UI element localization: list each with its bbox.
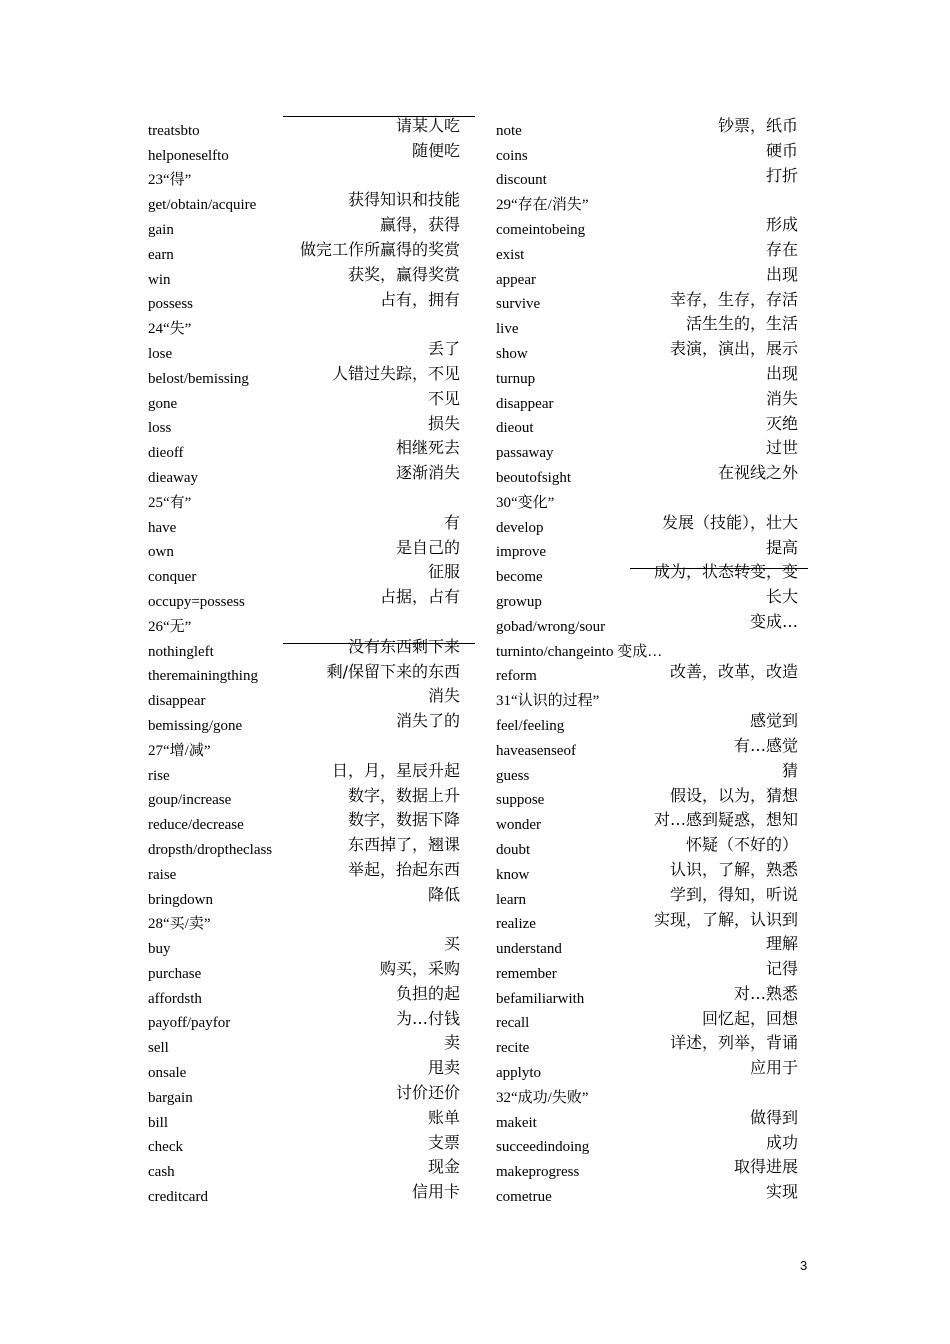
vocab-entry bbox=[148, 115, 468, 140]
chinese-meaning: 购买，采购 bbox=[379, 959, 460, 979]
english-term: earn bbox=[148, 246, 174, 263]
vocab-entry bbox=[148, 189, 468, 214]
chinese-meaning: 幸存，生存，存活 bbox=[669, 289, 798, 309]
chinese-meaning: 不见 bbox=[427, 388, 460, 408]
vocab-entry bbox=[148, 884, 468, 909]
english-term: dieout bbox=[496, 420, 534, 437]
vocab-entry bbox=[148, 512, 468, 537]
chinese-meaning: 账单 bbox=[427, 1107, 460, 1127]
english-term: raise bbox=[148, 866, 177, 883]
section-title: 24“失” bbox=[148, 321, 192, 338]
vocab-column-left bbox=[148, 115, 468, 1206]
chinese-meaning: 成功 bbox=[765, 1132, 798, 1152]
english-term: loss bbox=[148, 420, 172, 437]
english-term: reform bbox=[496, 668, 537, 685]
chinese-meaning: 东西掉了，翘课 bbox=[347, 835, 460, 855]
section-title: turninto/changeinto 变成… bbox=[496, 643, 663, 660]
english-term: reduce/decrease bbox=[148, 817, 244, 834]
chinese-meaning: 感觉到 bbox=[749, 711, 798, 731]
vocab-entry bbox=[496, 760, 806, 785]
vocab-entry bbox=[496, 512, 806, 537]
chinese-meaning: 实现，了解，认识到 bbox=[653, 909, 798, 929]
chinese-meaning: 有…感觉 bbox=[733, 735, 798, 755]
english-term: exist bbox=[496, 246, 525, 263]
vocab-entry bbox=[148, 809, 468, 834]
vocab-entry bbox=[148, 437, 468, 462]
english-term: cometrue bbox=[496, 1189, 552, 1206]
chinese-meaning: 获得知识和技能 bbox=[347, 190, 460, 210]
chinese-meaning: 钞票，纸币 bbox=[717, 116, 798, 135]
english-term: coins bbox=[496, 147, 528, 164]
vocab-entry bbox=[148, 859, 468, 884]
chinese-meaning: 过世 bbox=[765, 438, 798, 458]
chinese-meaning: 举起，抬起东西 bbox=[347, 859, 460, 879]
vocab-entry bbox=[148, 214, 468, 239]
vocab-entry bbox=[496, 611, 806, 636]
vocab-entry bbox=[148, 537, 468, 562]
section-heading bbox=[496, 636, 806, 661]
english-term: remember bbox=[496, 965, 557, 982]
chinese-meaning: 人错过失踪，不见 bbox=[331, 363, 460, 383]
english-term: sell bbox=[148, 1040, 169, 1057]
page-number: 3 bbox=[800, 1258, 808, 1273]
vocab-entry bbox=[496, 239, 806, 264]
section-heading bbox=[148, 735, 468, 760]
chinese-meaning: 征服 bbox=[427, 562, 460, 582]
chinese-meaning: 取得进展 bbox=[733, 1157, 798, 1177]
chinese-meaning: 形成 bbox=[765, 215, 798, 235]
section-title: 23“得” bbox=[148, 172, 192, 189]
vocab-column-right bbox=[496, 115, 806, 1206]
vocab-entry bbox=[496, 933, 806, 958]
vocab-entry bbox=[148, 1008, 468, 1033]
chinese-meaning: 详述，列举，背诵 bbox=[669, 1033, 798, 1053]
section-title: 30“变化” bbox=[496, 494, 555, 511]
english-term: buy bbox=[148, 941, 171, 958]
section-title: 26“无” bbox=[148, 618, 192, 635]
english-term: haveasenseof bbox=[496, 742, 576, 759]
vocab-entry bbox=[148, 561, 468, 586]
english-term: gone bbox=[148, 395, 178, 412]
english-term: makeit bbox=[496, 1114, 537, 1131]
vocab-entry bbox=[496, 661, 806, 686]
vocab-entry bbox=[496, 388, 806, 413]
english-term: bill bbox=[148, 1114, 169, 1131]
section-title: 27“增/减” bbox=[148, 742, 211, 759]
section-title: 31“认识的过程” bbox=[496, 693, 600, 710]
chinese-meaning: 出现 bbox=[765, 264, 798, 284]
english-term: bargain bbox=[148, 1089, 193, 1106]
section-heading bbox=[496, 487, 806, 512]
chinese-meaning: 实现 bbox=[765, 1182, 798, 1202]
chinese-meaning: 对…熟悉 bbox=[733, 983, 798, 1003]
english-term: develop bbox=[496, 519, 544, 536]
section-heading bbox=[148, 487, 468, 512]
vocab-entry bbox=[148, 636, 468, 661]
chinese-meaning: 变成… bbox=[749, 611, 798, 631]
english-term: recall bbox=[496, 1015, 530, 1032]
vocab-entry bbox=[496, 537, 806, 562]
vocab-entry bbox=[148, 586, 468, 611]
vocab-entry bbox=[496, 313, 806, 338]
vocab-entry bbox=[148, 760, 468, 785]
english-term: bringdown bbox=[148, 891, 213, 908]
english-term: belost/bemissing bbox=[148, 370, 249, 387]
section-heading bbox=[496, 685, 806, 710]
vocab-entry bbox=[496, 1181, 806, 1206]
vocab-entry bbox=[148, 462, 468, 487]
english-term: nothingleft bbox=[148, 643, 214, 660]
vocab-entry bbox=[148, 958, 468, 983]
english-term: win bbox=[148, 271, 171, 288]
vocab-entry bbox=[148, 264, 468, 289]
vocab-entry bbox=[148, 140, 468, 165]
chinese-meaning: 对…感到疑惑，想知 bbox=[653, 810, 798, 830]
chinese-meaning: 提高 bbox=[765, 537, 798, 557]
english-term: own bbox=[148, 544, 174, 561]
chinese-meaning: 赢得，获得 bbox=[379, 215, 460, 235]
chinese-meaning: 讨价还价 bbox=[395, 1083, 460, 1103]
vocab-entry bbox=[148, 834, 468, 859]
english-term: occupy=possess bbox=[148, 593, 245, 610]
chinese-meaning: 存在 bbox=[765, 239, 798, 259]
chinese-meaning: 消失 bbox=[765, 388, 798, 408]
chinese-meaning: 回忆起，回想 bbox=[701, 1008, 798, 1028]
english-term: live bbox=[496, 321, 519, 338]
english-term: have bbox=[148, 519, 177, 536]
chinese-meaning: 降低 bbox=[427, 884, 460, 904]
english-term: conquer bbox=[148, 569, 197, 586]
chinese-meaning: 是自己的 bbox=[395, 537, 460, 557]
vocab-entry bbox=[496, 165, 806, 190]
vocab-entry bbox=[148, 338, 468, 363]
english-term: note bbox=[496, 122, 522, 139]
chinese-meaning: 请某人吃 bbox=[395, 116, 460, 135]
english-term: appear bbox=[496, 271, 536, 288]
chinese-meaning: 消失 bbox=[427, 686, 460, 706]
english-term: gain bbox=[148, 221, 174, 238]
english-term: dieoff bbox=[148, 445, 184, 462]
vocab-entry bbox=[496, 884, 806, 909]
section-heading bbox=[148, 611, 468, 636]
vocab-entry bbox=[496, 1032, 806, 1057]
english-term: affordsth bbox=[148, 990, 202, 1007]
english-term: dropsth/droptheclass bbox=[148, 841, 273, 858]
chinese-meaning: 信用卡 bbox=[411, 1182, 460, 1202]
vocab-entry bbox=[496, 289, 806, 314]
vocab-entry bbox=[148, 685, 468, 710]
english-term: applyto bbox=[496, 1065, 541, 1082]
vocab-entry bbox=[496, 586, 806, 611]
vocab-entry bbox=[496, 462, 806, 487]
vocab-entry bbox=[148, 1032, 468, 1057]
vocab-entry bbox=[496, 561, 806, 586]
english-term: check bbox=[148, 1139, 183, 1156]
vocab-entry bbox=[496, 1008, 806, 1033]
vocab-entry bbox=[148, 983, 468, 1008]
english-term: cash bbox=[148, 1164, 175, 1181]
chinese-meaning: 猜 bbox=[781, 760, 798, 780]
section-title: 28“买/卖” bbox=[148, 916, 211, 933]
vocab-entry bbox=[148, 388, 468, 413]
vocab-entry bbox=[148, 1057, 468, 1082]
section-heading bbox=[148, 165, 468, 190]
english-term: know bbox=[496, 866, 530, 883]
english-term: creditcard bbox=[148, 1189, 208, 1206]
chinese-meaning: 占据，占有 bbox=[379, 587, 460, 607]
english-term: disappear bbox=[496, 395, 554, 412]
chinese-meaning: 记得 bbox=[765, 959, 798, 979]
vocab-entry bbox=[148, 933, 468, 958]
english-term: get/obtain/acquire bbox=[148, 197, 257, 214]
vocab-entry bbox=[496, 710, 806, 735]
vocab-entry bbox=[496, 140, 806, 165]
chinese-meaning: 丢了 bbox=[427, 339, 460, 359]
chinese-meaning: 甩卖 bbox=[427, 1058, 460, 1078]
english-term: understand bbox=[496, 941, 562, 958]
vocab-entry bbox=[148, 1082, 468, 1107]
chinese-meaning: 活生生的，生活 bbox=[685, 314, 798, 334]
english-term: guess bbox=[496, 767, 530, 784]
vocab-entry bbox=[496, 214, 806, 239]
vocab-entry bbox=[496, 958, 806, 983]
vocab-entry bbox=[148, 363, 468, 388]
vocab-entry bbox=[148, 413, 468, 438]
vocab-entry bbox=[496, 834, 806, 859]
chinese-meaning: 日，月，星辰升起 bbox=[331, 760, 460, 780]
english-term: comeintobeing bbox=[496, 221, 586, 238]
chinese-meaning: 在视线之外 bbox=[717, 463, 798, 483]
english-term: payoff/payfor bbox=[148, 1015, 231, 1032]
vocab-entry bbox=[496, 1107, 806, 1132]
section-title: 25“有” bbox=[148, 494, 192, 511]
chinese-meaning: 怀疑（不好的） bbox=[685, 835, 798, 855]
chinese-meaning: 损失 bbox=[427, 413, 460, 433]
chinese-meaning: 卖 bbox=[443, 1033, 460, 1053]
chinese-meaning: 逐渐消失 bbox=[395, 463, 460, 483]
english-term: feel/feeling bbox=[496, 717, 565, 734]
english-term: gobad/wrong/sour bbox=[496, 618, 606, 635]
chinese-meaning: 做完工作所赢得的奖赏 bbox=[299, 239, 460, 259]
english-term: suppose bbox=[496, 792, 545, 809]
vocab-entry bbox=[496, 983, 806, 1008]
english-term: befamiliarwith bbox=[496, 990, 585, 1007]
english-term: wonder bbox=[496, 817, 541, 834]
english-term: onsale bbox=[148, 1065, 187, 1082]
section-heading bbox=[148, 313, 468, 338]
chinese-meaning: 负担的起 bbox=[395, 983, 460, 1003]
chinese-meaning: 假设，以为，猜想 bbox=[669, 785, 798, 805]
english-term: survive bbox=[496, 296, 541, 313]
chinese-meaning: 长大 bbox=[765, 587, 798, 607]
vocab-entry bbox=[496, 735, 806, 760]
vocab-entry bbox=[148, 1132, 468, 1157]
vocab-entry bbox=[496, 1132, 806, 1157]
vocab-entry bbox=[148, 289, 468, 314]
chinese-meaning: 出现 bbox=[765, 363, 798, 383]
chinese-meaning: 应用于 bbox=[749, 1058, 798, 1078]
chinese-meaning: 改善，改革，改造 bbox=[669, 661, 798, 681]
vocab-entry bbox=[496, 809, 806, 834]
vocab-entry bbox=[148, 239, 468, 264]
vocab-entry bbox=[496, 264, 806, 289]
vocab-entry bbox=[496, 338, 806, 363]
english-term: treatsbto bbox=[148, 122, 200, 139]
chinese-meaning: 学到，得知，听说 bbox=[669, 884, 798, 904]
english-term: recite bbox=[496, 1040, 530, 1057]
chinese-meaning: 有 bbox=[443, 512, 460, 532]
chinese-meaning: 认识，了解，熟悉 bbox=[669, 859, 798, 879]
chinese-meaning: 灭绝 bbox=[765, 413, 798, 433]
chinese-meaning: 表演，演出，展示 bbox=[669, 339, 798, 359]
chinese-meaning: 发展（技能），壮大 bbox=[661, 512, 798, 532]
section-heading bbox=[496, 189, 806, 214]
section-heading bbox=[496, 1082, 806, 1107]
english-term: beoutofsight bbox=[496, 469, 571, 486]
section-title: 29“存在/消失” bbox=[496, 197, 589, 214]
english-term: discount bbox=[496, 172, 547, 189]
chinese-meaning: 消失了的 bbox=[395, 711, 460, 731]
vocab-entry bbox=[496, 859, 806, 884]
english-term: theremainingthing bbox=[148, 668, 258, 685]
chinese-meaning: 为…付钱 bbox=[395, 1008, 460, 1028]
english-term: dieaway bbox=[148, 469, 198, 486]
english-term: passaway bbox=[496, 445, 554, 462]
vocab-entry bbox=[496, 363, 806, 388]
english-term: goup/increase bbox=[148, 792, 232, 809]
vocab-entry bbox=[496, 115, 806, 140]
chinese-meaning: 理解 bbox=[765, 934, 798, 954]
english-term: learn bbox=[496, 891, 526, 908]
vocab-entry bbox=[496, 785, 806, 810]
vocab-entry bbox=[496, 1057, 806, 1082]
english-term: purchase bbox=[148, 965, 202, 982]
english-term: growup bbox=[496, 593, 542, 610]
vocab-entry bbox=[496, 909, 806, 934]
english-term: realize bbox=[496, 916, 536, 933]
vocab-entry bbox=[496, 413, 806, 438]
chinese-meaning: 做得到 bbox=[749, 1107, 798, 1127]
english-term: makeprogress bbox=[496, 1164, 580, 1181]
english-term: turnup bbox=[496, 370, 536, 387]
chinese-meaning: 没有东西剩下来 bbox=[347, 636, 460, 656]
vocab-entry bbox=[496, 437, 806, 462]
vocab-entry bbox=[148, 661, 468, 686]
english-term: possess bbox=[148, 296, 194, 313]
chinese-meaning: 打折 bbox=[765, 165, 798, 185]
english-term: lose bbox=[148, 345, 173, 362]
chinese-meaning: 剩/保留下来的东西 bbox=[326, 661, 460, 681]
section-heading bbox=[148, 909, 468, 934]
vocab-entry bbox=[148, 785, 468, 810]
english-term: rise bbox=[148, 767, 170, 784]
english-term: succeedindoing bbox=[496, 1139, 590, 1156]
chinese-meaning: 数字，数据下降 bbox=[347, 810, 460, 830]
vocab-entry bbox=[148, 710, 468, 735]
chinese-meaning: 成为，状态转变，变 bbox=[653, 562, 798, 582]
english-term: helponeselfto bbox=[148, 147, 229, 164]
vocab-entry bbox=[496, 1156, 806, 1181]
english-term: show bbox=[496, 345, 528, 362]
chinese-meaning: 随便吃 bbox=[411, 140, 460, 160]
chinese-meaning: 买 bbox=[443, 934, 460, 954]
chinese-meaning: 占有，拥有 bbox=[379, 289, 460, 309]
english-term: bemissing/gone bbox=[148, 717, 243, 734]
chinese-meaning: 支票 bbox=[427, 1132, 460, 1152]
english-term: disappear bbox=[148, 693, 206, 710]
chinese-meaning: 相继死去 bbox=[395, 438, 460, 458]
english-term: improve bbox=[496, 544, 546, 561]
vocab-entry bbox=[148, 1156, 468, 1181]
chinese-meaning: 现金 bbox=[427, 1157, 460, 1177]
chinese-meaning: 获奖，赢得奖赏 bbox=[347, 264, 460, 284]
chinese-meaning: 硬币 bbox=[765, 140, 798, 160]
english-term: doubt bbox=[496, 841, 531, 858]
section-title: 32“成功/失败” bbox=[496, 1089, 589, 1106]
vocab-entry bbox=[148, 1107, 468, 1132]
english-term: become bbox=[496, 569, 543, 586]
chinese-meaning: 数字，数据上升 bbox=[347, 785, 460, 805]
vocab-entry bbox=[148, 1181, 468, 1206]
